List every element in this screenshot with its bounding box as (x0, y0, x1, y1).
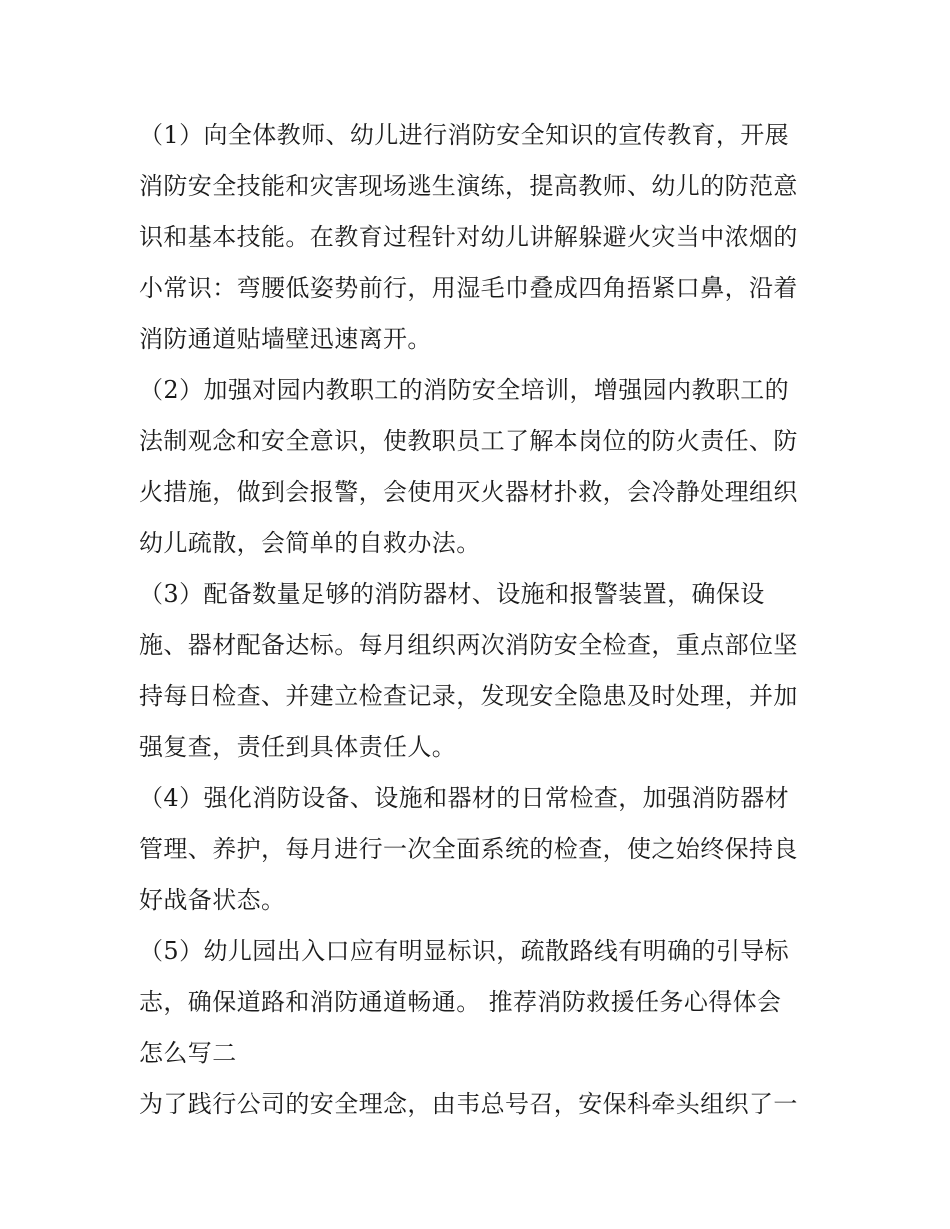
text-line: 消防安全技能和灾害现场逃生演练，提高教师、幼儿的防范意 (139, 172, 798, 200)
text-line: 志，确保道路和消防通道畅通。 推荐消防救援任务心得体会 (139, 988, 782, 1016)
text-line: 施、器材配备达标。每月组织两次消防安全检查，重点部位坚 (139, 631, 798, 659)
text-line: 消防通道贴墙壁迅速离开。 (139, 325, 432, 353)
text-line: （2）加强对园内教职工的消防安全培训，增强园内教职工的 (139, 376, 790, 404)
text-line: 火措施，做到会报警，会使用灭火器材扑救，会冷静处理组织 (139, 478, 798, 506)
text-line: 持每日检查、并建立检查记录，发现安全隐患及时处理，并加 (139, 682, 798, 710)
text-line: 怎么写二 (139, 1039, 237, 1067)
text-line: 识和基本技能。在教育过程针对幼儿讲解躲避火灾当中浓烟的 (139, 223, 798, 251)
text-line: 为了践行公司的安全理念，由韦总号召，安保科牵头组织了一 (139, 1090, 798, 1118)
text-line: 幼儿疏散，会简单的自救办法。 (139, 529, 481, 557)
text-line: （5）幼儿园出入口应有明显标识，疏散路线有明确的引导标 (139, 937, 790, 965)
text-line: 好战备状态。 (139, 886, 286, 914)
text-line: 小常识：弯腰低姿势前行，用湿毛巾叠成四角捂紧口鼻，沿着 (139, 274, 798, 302)
text-line: 法制观念和安全意识，使教职员工了解本岗位的防火责任、防 (139, 427, 798, 455)
text-line: 管理、养护，每月进行一次全面系统的检查，使之始终保持良 (139, 835, 798, 863)
document-body (139, 110, 819, 1130)
text-line: （3）配备数量足够的消防器材、设施和报警装置，确保设 (139, 580, 765, 608)
text-line: （1）向全体教师、幼儿进行消防安全知识的宣传教育，开展 (139, 121, 790, 149)
text-line: 强复查，责任到具体责任人。 (139, 733, 457, 761)
text-line: （4）强化消防设备、设施和器材的日常检查，加强消防器材 (139, 784, 790, 812)
